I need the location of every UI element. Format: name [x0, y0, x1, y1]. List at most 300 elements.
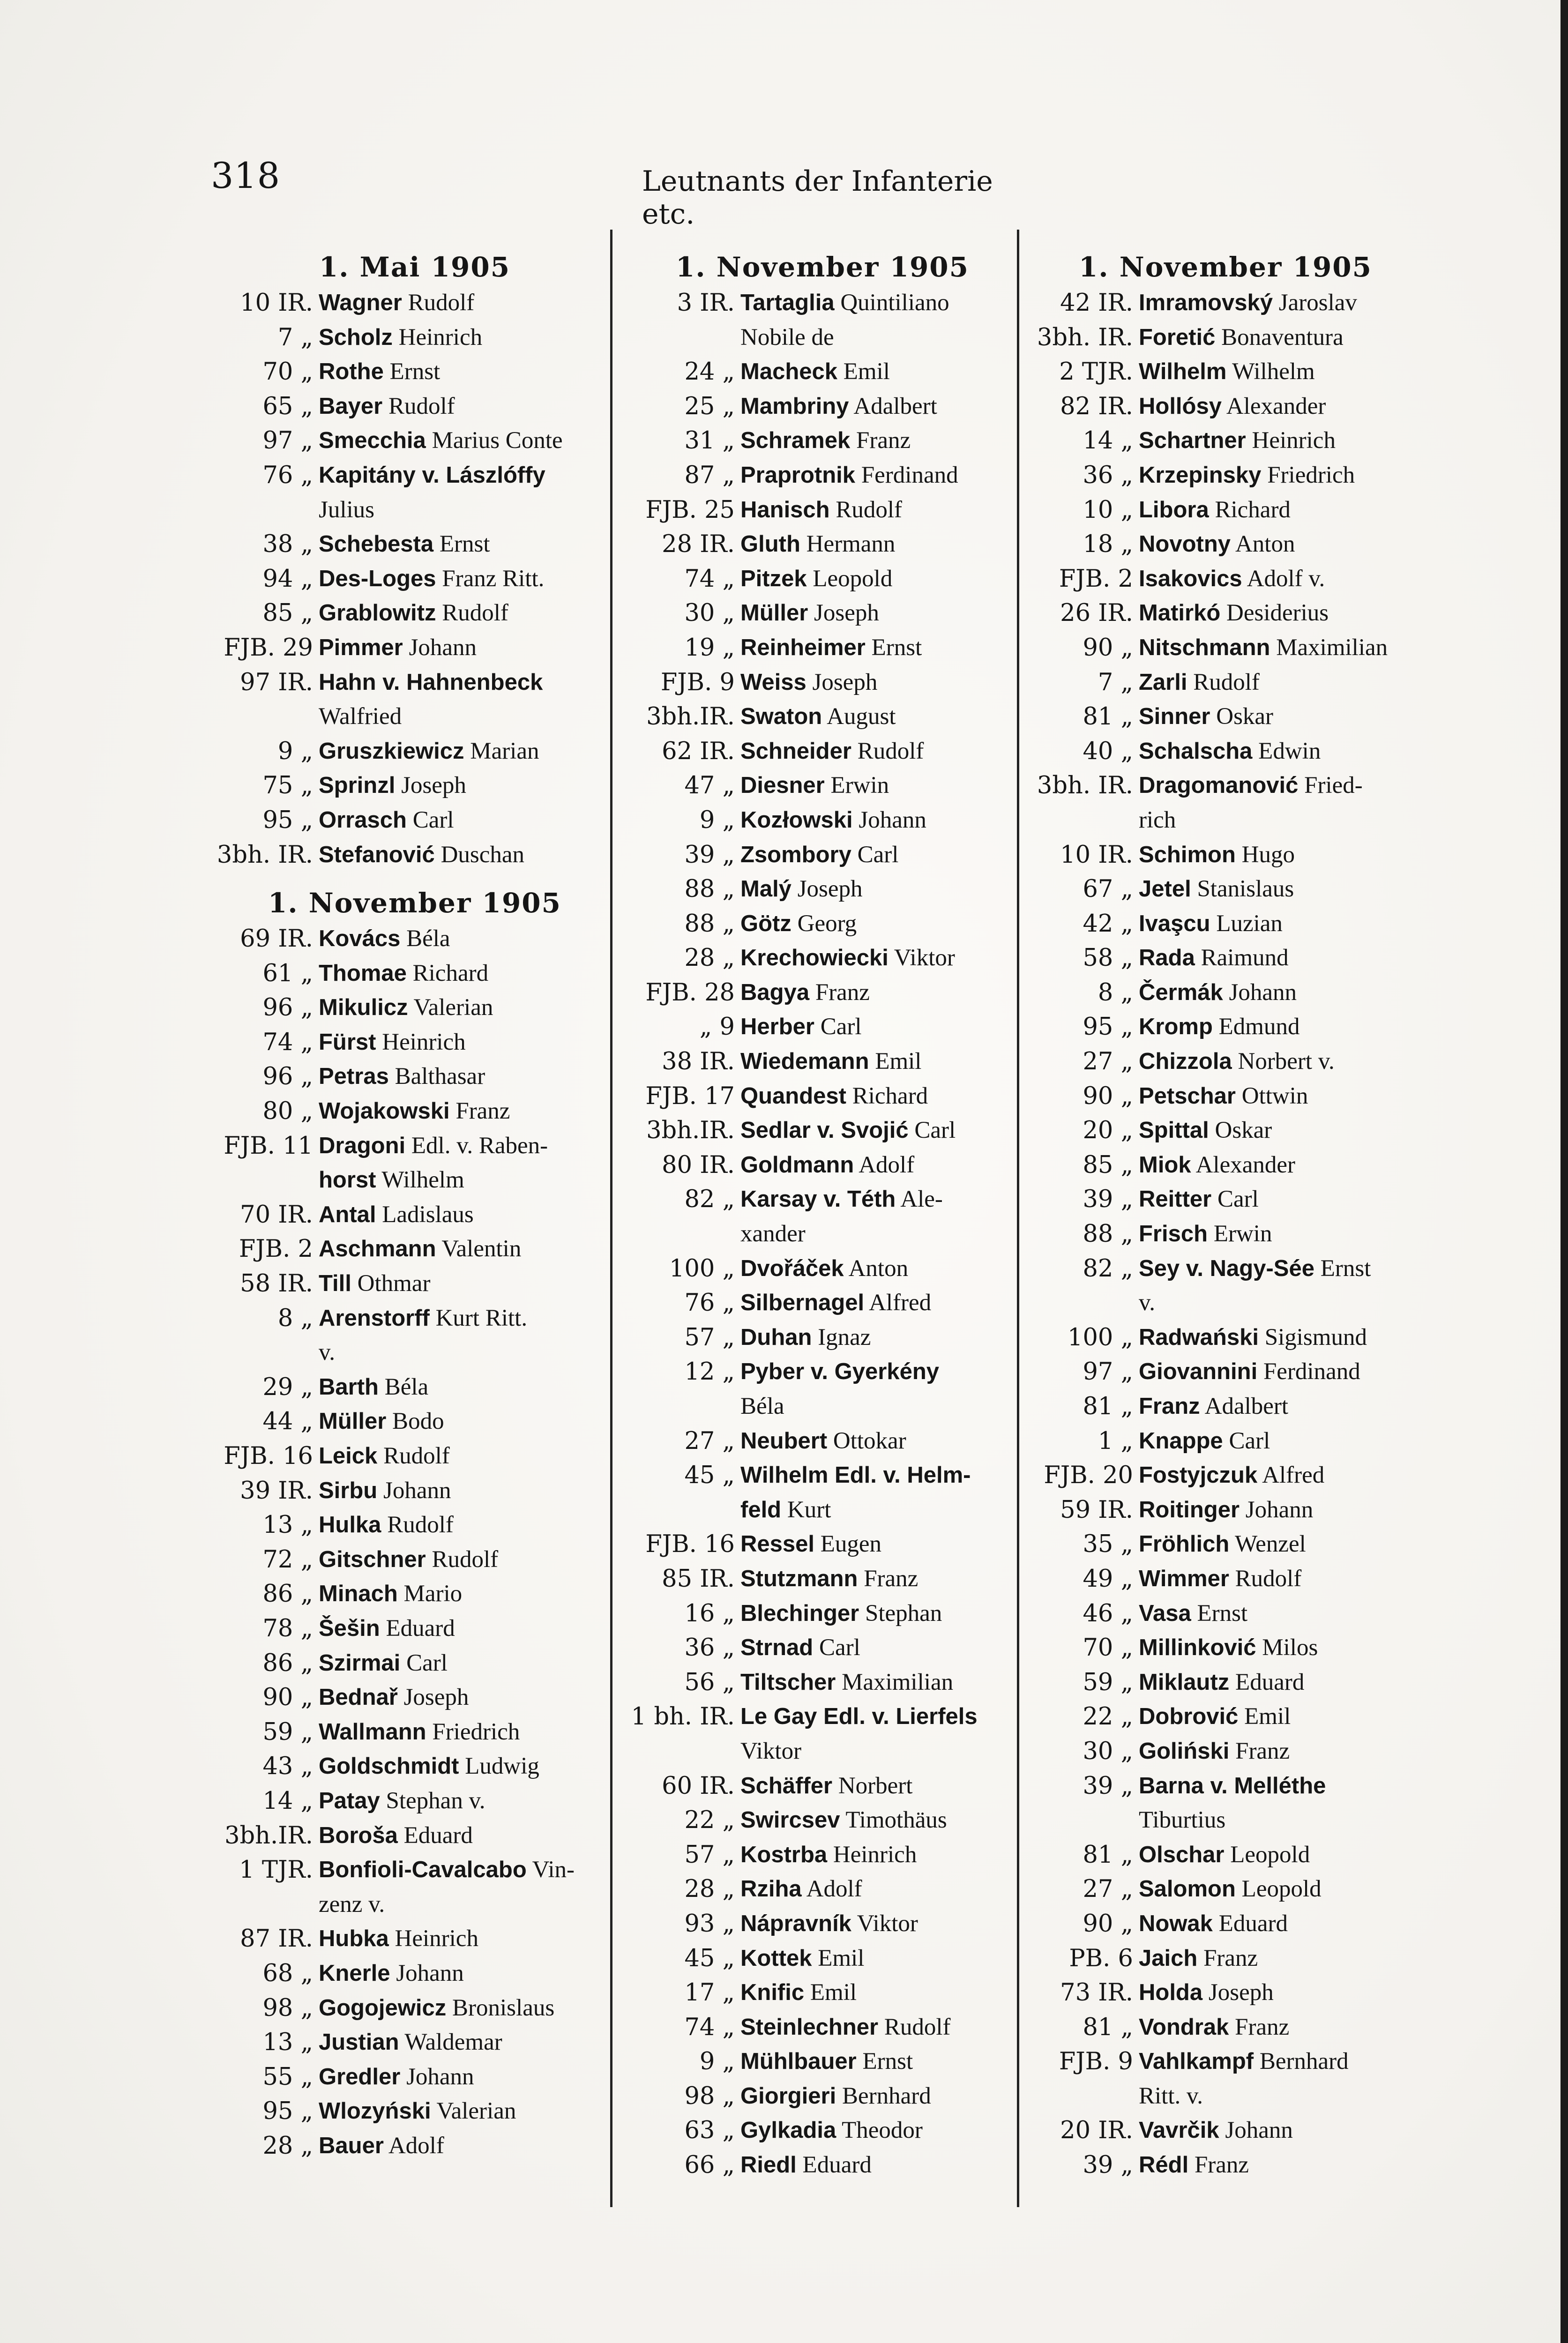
surname: Salomon	[1139, 1876, 1236, 1902]
surname: Thomae	[319, 960, 407, 986]
surname: Orrasch	[319, 807, 407, 833]
unit-number: 78 „	[262, 1614, 313, 1642]
officer-name	[1139, 2079, 1425, 2114]
unit-number: 9 „	[699, 2048, 735, 2076]
section-title: 1. November 1905	[1078, 251, 1373, 283]
name-space	[1200, 1393, 1205, 1419]
unit-number: 76 „	[262, 461, 313, 489]
roster-entry	[1026, 1113, 1425, 1148]
surname: Goldschmidt	[319, 1754, 459, 1779]
entry-continuation	[206, 493, 623, 528]
given-names: Maximilian	[1276, 634, 1388, 661]
roster-entry	[628, 838, 1017, 873]
roster-entry	[206, 1508, 623, 1543]
given-names: zenz v.	[319, 1891, 385, 1918]
officer-name	[319, 1888, 623, 1922]
officer-name	[1139, 1148, 1425, 1183]
officer-name	[740, 907, 1017, 941]
given-names: Joseph	[403, 1684, 469, 1711]
name-space	[889, 945, 894, 971]
name-space	[840, 1807, 846, 1833]
roster-entry	[206, 1853, 623, 1888]
roster-entry	[1026, 1045, 1425, 1079]
given-names: Joseph	[1208, 1979, 1274, 2006]
given-names: Joseph	[812, 669, 878, 695]
unit-number: 35 „	[1083, 1530, 1133, 1559]
surname: Smecchia	[319, 428, 426, 454]
surname: Hulka	[319, 1512, 381, 1538]
unit-number: 67 „	[1083, 875, 1133, 903]
unit-number: 28 „	[684, 944, 735, 972]
name-space	[835, 290, 841, 316]
name-space	[1273, 290, 1279, 316]
roster-entry	[628, 1700, 1017, 1734]
given-names: Heinrich	[833, 1841, 917, 1868]
surname: Justian	[319, 2030, 399, 2055]
unit-number	[1026, 1286, 1139, 1321]
roster-entry	[206, 1680, 623, 1715]
roster-entry	[206, 991, 623, 1025]
unit-number: 81 „	[1083, 703, 1133, 731]
surname: Reitter	[1139, 1186, 1212, 1212]
surname: Hollósy	[1139, 393, 1222, 419]
officer-name	[319, 803, 623, 838]
surname: Blechinger	[740, 1600, 859, 1626]
name-space	[1202, 1979, 1209, 2006]
given-names: Rudolf	[836, 496, 903, 523]
surname: Sey v. Nagy-Sée	[1139, 1255, 1314, 1281]
column-divider	[1017, 230, 1019, 2207]
given-names: Carl	[1229, 1427, 1270, 1454]
roster-entry	[1026, 1665, 1425, 1700]
name-space	[1187, 669, 1193, 695]
unit-number: 13 „	[262, 2029, 313, 2057]
unit-number: 9 „	[699, 806, 735, 834]
surname: Scholz	[319, 324, 393, 350]
surname: Antal	[319, 1201, 376, 1227]
roster-entry	[206, 2025, 623, 2060]
surname: Dragoni	[319, 1133, 406, 1158]
unit-number: 90 „	[262, 1684, 313, 1712]
unit-number: FJB. 16	[645, 1530, 735, 1559]
unit-number: 97 „	[262, 427, 313, 455]
given-names: Richard	[1215, 496, 1291, 523]
unit-number	[206, 1888, 319, 1922]
surname: Le Gay Edl. v. Lierfels	[740, 1704, 978, 1730]
given-names: Quintiliano	[840, 290, 949, 316]
roster-entry	[206, 922, 623, 956]
surname: Bayer	[319, 393, 383, 419]
unit-number: FJB. 9	[1059, 2048, 1133, 2076]
roster-entry	[628, 1252, 1017, 1286]
officer-name	[319, 1198, 623, 1232]
unit-number: 28 „	[684, 1875, 735, 1903]
surname: Kromp	[1139, 1014, 1213, 1040]
roster-entry	[1026, 2010, 1425, 2045]
unit-number: 10 IR.	[240, 289, 313, 317]
name-space	[1208, 1221, 1214, 1247]
officer-name	[1139, 286, 1425, 321]
surname: Steinlechner	[740, 2014, 879, 2040]
roster-entry	[628, 1941, 1017, 1976]
name-space	[808, 600, 814, 626]
officer-name	[1139, 1838, 1425, 1873]
given-names: Carl	[412, 806, 454, 833]
roster-entry	[628, 1113, 1017, 1148]
unit-number: 39 „	[1083, 2151, 1133, 2179]
given-names: Franz	[1203, 1945, 1258, 1971]
roster-entry	[1026, 1493, 1425, 1528]
roster-entry	[206, 1439, 623, 1474]
surname: feld	[740, 1497, 782, 1522]
officer-name	[319, 1370, 623, 1405]
roster-entry	[628, 286, 1017, 321]
officer-name	[319, 424, 623, 458]
unit-number: FJB. 9	[660, 668, 735, 696]
roster-entry	[1026, 1424, 1425, 1459]
given-names: Ritt. v.	[1139, 2082, 1203, 2109]
officer-name	[740, 596, 1017, 631]
officer-name	[319, 1784, 623, 1819]
unit-number: 65 „	[262, 392, 313, 420]
unit-number: 25 „	[684, 392, 735, 420]
name-space	[812, 1945, 818, 1971]
name-space	[869, 1048, 875, 1074]
roster-entry	[206, 734, 623, 769]
given-names: Norbert	[838, 1772, 913, 1799]
name-space	[389, 1063, 395, 1089]
given-names: Rudolf	[442, 600, 508, 627]
roster-entry	[1026, 838, 1425, 873]
unit-number: 95 „	[1083, 1013, 1133, 1041]
unit-number: 61 „	[262, 959, 313, 987]
given-names: Hermann	[806, 531, 896, 558]
officer-name	[319, 1543, 623, 1577]
surname: Diesner	[740, 773, 825, 798]
name-space	[814, 1531, 821, 1557]
roster-entry	[206, 1646, 623, 1681]
unit-number: 8 „	[1098, 978, 1133, 1007]
officer-name	[319, 1439, 623, 1474]
roster-entry	[628, 665, 1017, 700]
roster-entry	[1026, 631, 1425, 665]
surname: Schalscha	[1139, 738, 1253, 764]
given-names: Wilhelm	[1232, 358, 1315, 385]
unit-number: 75 „	[262, 772, 313, 800]
roster-entry	[206, 1612, 623, 1646]
unit-number: 90 „	[1083, 1082, 1133, 1110]
given-names: v.	[1139, 1290, 1155, 1316]
name-space	[400, 2064, 406, 2090]
officer-name	[740, 1355, 1017, 1389]
unit-number: 2 TJR.	[1059, 358, 1133, 386]
unit-number: FJB. 28	[645, 978, 735, 1007]
surname: Imramovský	[1139, 290, 1273, 315]
officer-name	[740, 1734, 1017, 1769]
surname: Nowak	[1139, 1910, 1213, 1936]
unit-number: FJB. 25	[645, 496, 735, 524]
given-names: Norbert v.	[1238, 1048, 1335, 1075]
roster-entry	[1026, 2148, 1425, 2183]
surname: Libora	[1139, 497, 1209, 522]
unit-number: 36 „	[684, 1634, 735, 1662]
given-names: Ferdinand	[861, 462, 958, 488]
unit-number: 44 „	[262, 1408, 313, 1436]
given-names: Rudolf	[1193, 669, 1260, 695]
surname: Duhan	[740, 1324, 812, 1350]
officer-name	[1139, 458, 1425, 493]
unit-number: FJB. 29	[224, 634, 313, 662]
officer-name	[740, 1217, 1017, 1252]
officer-name	[740, 1700, 1017, 1734]
given-names: Adolf	[388, 2132, 444, 2159]
surname: Kottek	[740, 1945, 812, 1971]
surname: Gitschner	[319, 1546, 426, 1572]
name-space	[804, 1979, 810, 2006]
name-space	[398, 1822, 404, 1849]
officer-name	[740, 838, 1017, 873]
given-names: Joseph	[797, 876, 863, 903]
surname: Petschar	[1139, 1083, 1236, 1109]
surname: Goliński	[1139, 1738, 1230, 1764]
name-space	[851, 738, 858, 764]
given-names: Ernst	[1197, 1600, 1248, 1627]
given-names: Johann	[1229, 979, 1297, 1006]
name-space	[1209, 1117, 1215, 1143]
entry-continuation	[206, 1163, 623, 1198]
name-space	[1246, 427, 1252, 454]
surname: Krechowiecki	[740, 945, 889, 971]
given-names: Maximilian	[842, 1669, 954, 1695]
unit-number: 96 „	[262, 994, 313, 1022]
surname: Giovannini	[1139, 1359, 1258, 1385]
officer-name	[740, 1113, 1017, 1148]
surname: Bonfioli-Cavalcabo	[319, 1857, 527, 1883]
name-space	[389, 1925, 395, 1952]
unit-number: 7 „	[1098, 668, 1133, 696]
surname: Foretić	[1139, 324, 1216, 350]
unit-number: 80 IR.	[662, 1151, 735, 1179]
unit-number: 68 „	[262, 1959, 313, 1987]
unit-number: 100 „	[669, 1254, 735, 1283]
surname: Vasa	[1139, 1600, 1191, 1626]
unit-number: 95 „	[262, 2097, 313, 2126]
given-names: Béla	[406, 925, 450, 952]
unit-number: 81 „	[1083, 1841, 1133, 1869]
officer-name	[1139, 1010, 1425, 1045]
name-space	[433, 531, 440, 557]
given-names: Eduard	[1235, 1669, 1305, 1695]
given-names: August	[827, 703, 896, 730]
roster-entry	[628, 631, 1017, 665]
roster-entry	[1026, 1734, 1425, 1769]
surname: Hanisch	[740, 497, 830, 522]
given-names: Rudolf	[388, 393, 455, 419]
roster-entry	[628, 527, 1017, 562]
name-space	[851, 842, 858, 868]
page-edge-shadow	[1561, 0, 1568, 2343]
surname: Pimmer	[319, 634, 403, 660]
given-names: Sigismund	[1264, 1324, 1367, 1351]
given-names: Adolf v.	[1247, 565, 1325, 592]
unit-number: 88 „	[684, 910, 735, 938]
unit-number: 88 „	[1083, 1220, 1133, 1248]
roster-entry	[1026, 700, 1425, 734]
unit-number: 73 IR.	[1060, 1979, 1133, 2007]
officer-name	[740, 976, 1017, 1010]
given-names: Franz	[856, 427, 911, 454]
surname: Rada	[1139, 945, 1195, 971]
surname: Dvořáček	[740, 1255, 844, 1281]
given-names: Kurt Ritt.	[435, 1305, 528, 1331]
officer-name	[1139, 355, 1425, 389]
surname: Hahn v. Hahnenbeck	[319, 669, 543, 695]
given-names: Carl	[406, 1649, 448, 1676]
unit-number: 3bh.IR.	[646, 703, 735, 731]
name-space	[393, 324, 399, 351]
roster-entry	[206, 596, 623, 631]
unit-number: 69 IR.	[240, 925, 313, 953]
surname: Fürst	[319, 1029, 376, 1055]
roster-entry	[628, 1803, 1017, 1838]
unit-number	[1026, 1803, 1139, 1838]
surname: Petras	[319, 1064, 389, 1089]
unit-number: 87 „	[684, 461, 735, 489]
unit-number: 74 „	[684, 2013, 735, 2041]
entry-continuation	[628, 1493, 1017, 1528]
name-space	[1232, 1048, 1238, 1074]
given-names: Emil	[1244, 1703, 1291, 1730]
roster-entry	[1026, 1321, 1425, 1355]
given-names: Marius Conte	[432, 427, 563, 454]
given-names: Heinrich	[398, 324, 483, 351]
officer-name	[740, 321, 1017, 355]
officer-name	[1139, 803, 1425, 838]
surname: Gogojewicz	[319, 1995, 447, 2021]
roster-entry	[206, 286, 623, 321]
roster-entry	[1026, 1976, 1425, 2010]
unit-number: FJB. 17	[645, 1082, 735, 1110]
given-names: Ignaz	[818, 1324, 871, 1351]
given-names: Richard	[852, 1082, 928, 1109]
entry-continuation	[206, 1336, 623, 1370]
officer-name	[1139, 1527, 1425, 1562]
given-names: Edl. v. Raben-	[411, 1132, 548, 1159]
surname: Wlozyński	[319, 2098, 431, 2124]
surname: Sirbu	[319, 1477, 378, 1503]
unit-number: 36 „	[1083, 461, 1133, 489]
unit-number: 87 IR.	[240, 1925, 313, 1953]
given-names: Eugen	[820, 1531, 882, 1558]
name-space	[800, 531, 806, 557]
entry-continuation	[206, 1888, 623, 1922]
surname: Knific	[740, 1980, 805, 2006]
given-names: Friedrich	[1267, 462, 1355, 488]
name-space	[400, 925, 406, 952]
officer-name	[1139, 1217, 1425, 1252]
roster-entry	[206, 1232, 623, 1267]
unit-number	[206, 1163, 319, 1198]
roster-entry	[628, 458, 1017, 493]
roster-entry	[1026, 562, 1425, 597]
given-names: Anton	[848, 1255, 909, 1282]
unit-number: 98 „	[684, 2082, 735, 2110]
officer-name	[319, 355, 623, 389]
surname: Gluth	[740, 531, 800, 557]
name-space	[1259, 1324, 1265, 1351]
roster-entry	[1026, 355, 1425, 389]
given-names: Nobile de	[740, 324, 834, 351]
officer-name	[319, 1301, 623, 1336]
given-names: Oskar	[1215, 1117, 1272, 1144]
given-names: Franz Ritt.	[442, 565, 545, 592]
name-space	[1252, 738, 1258, 764]
unit-number: 82 „	[1083, 1254, 1133, 1283]
officer-name	[1139, 1665, 1425, 1700]
name-space	[1257, 1358, 1263, 1385]
roster-entry	[628, 355, 1017, 389]
roster-entry	[206, 1784, 623, 1819]
given-names: Ottwin	[1241, 1082, 1308, 1109]
given-names: Eduard	[802, 2152, 872, 2179]
officer-name	[740, 2010, 1017, 2045]
officer-name	[319, 1646, 623, 1681]
roster-entry	[628, 769, 1017, 803]
roster-entry	[628, 1527, 1017, 1562]
name-space	[1191, 1600, 1197, 1627]
name-space	[1223, 979, 1229, 1006]
unit-number: PB. 6	[1069, 1944, 1133, 1972]
officer-name	[319, 389, 623, 424]
given-names: Johann	[1225, 2117, 1293, 2144]
given-names: Erwin	[830, 772, 889, 799]
given-names: Eduard	[386, 1615, 455, 1642]
unit-number: 96 „	[262, 1063, 313, 1091]
surname: Neubert	[740, 1428, 828, 1454]
given-names: Franz	[1194, 2152, 1249, 2179]
officer-name	[1139, 2010, 1425, 2045]
roster-entry	[628, 1838, 1017, 1873]
officer-name	[740, 1045, 1017, 1079]
unit-number: 40 „	[1083, 737, 1133, 765]
surname: Novotny	[1139, 531, 1231, 557]
given-names: Emil	[810, 1979, 857, 2006]
roster-entry	[206, 1094, 623, 1129]
unit-number: 76 „	[684, 1289, 735, 1317]
name-space	[380, 1788, 386, 1814]
roster-entry	[206, 1267, 623, 1301]
roster-entry	[206, 355, 623, 389]
officer-name	[1139, 1424, 1425, 1459]
roster-entry	[206, 1577, 623, 1612]
roster-entry	[206, 956, 623, 991]
name-space	[407, 960, 413, 986]
surname: Knappe	[1139, 1428, 1223, 1454]
given-names: Friedrich	[432, 1718, 520, 1745]
surname: Schartner	[1139, 428, 1246, 454]
roster-entry	[628, 1148, 1017, 1183]
surname: Krzepinsky	[1139, 462, 1262, 488]
surname: Szirmai	[319, 1650, 401, 1676]
officer-name	[740, 286, 1017, 321]
roster-entry	[206, 458, 623, 493]
name-space	[855, 462, 861, 488]
officer-name	[319, 1715, 623, 1750]
roster-entry	[628, 2148, 1017, 2183]
officer-name	[1139, 941, 1425, 976]
officer-name	[740, 2079, 1017, 2114]
unit-number: 24 „	[684, 358, 735, 386]
